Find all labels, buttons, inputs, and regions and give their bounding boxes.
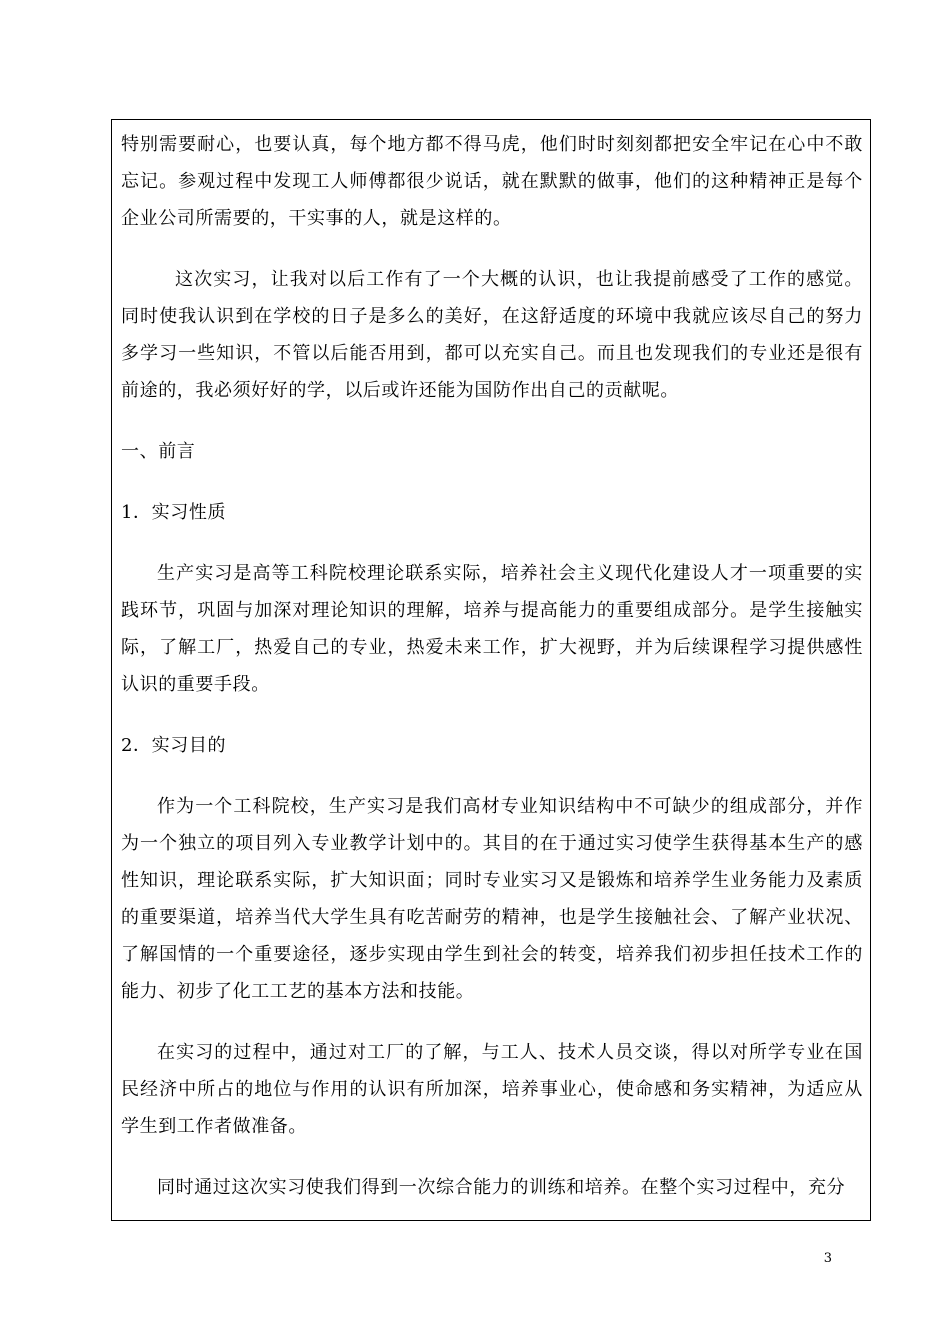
paragraph-internship-process: 在实习的过程中，通过对工厂的了解，与工人、技术人员交谈，得以对所学专业在国民经济中所占的地位与作用的认识有所加深，培养事业心，使命感和务实精神，为适应从学生到工作者做准备。 <box>121 1042 863 1137</box>
document-body <box>121 126 863 1206</box>
paragraph-internship-purpose: 作为一个工科院校，生产实习是我们高材专业知识结构中不可缺少的组成部分，并作为一个独立的项目列入专业教学计划中的。其目的在于通过实习使学生获得基本生产的感性知识，理论联系实际，扩大知识面；同时专业实习又是锻炼和培养学生业务能力及素质的重要渠道，培养当代大学生具有吃苦耐劳的精神，也是学生接触社会、了解产业状况、了解国情的一个重要途径，逐步实现由学生到社会的转变，培养我们初步担任技术工作的能力、初步了化工工艺的基本方法和技能。 <box>121 796 863 1002</box>
paragraph-comprehensive-training: 同时通过这次实习使我们得到一次综合能力的训练和培养。在整个实习过程中，充分 <box>157 1177 846 1198</box>
section-heading-preface: 一、前言 <box>121 441 196 462</box>
subsection-heading-purpose: 2．实习目的 <box>121 735 227 756</box>
paragraph-internship-reflection: 这次实习，让我对以后工作有了一个大概的认识，也让我提前感受了工作的感觉。同时使我认识到在学校的日子是多么的美好，在这舒适度的环境中我就应该尽自己的努力多学习一些知识，不管以后能否用到，都可以充实自己。而且也发现我们的专业还是很有前途的，我必须好好的学，以后或许还能为国防作出自己的贡献呢。 <box>121 269 863 401</box>
content-frame <box>111 119 871 1221</box>
paragraph-continued: 特别需要耐心，也要认真，每个地方都不得马虎，他们时时刻刻都把安全牢记在心中不敢忘记。参观过程中发现工人师傅都很少说话，就在默默的做事，他们的这种精神正是每个企业公司所需要的，干实事的人，就是这样的。 <box>121 134 863 229</box>
subsection-heading-nature: 1．实习性质 <box>121 502 227 523</box>
page-number: 3 <box>823 1251 832 1266</box>
paragraph-internship-nature: 生产实习是高等工科院校理论联系实际，培养社会主义现代化建设人才一项重要的实践环节，巩固与加深对理论知识的理解，培养与提高能力的重要组成部分。是学生接触实际，了解工厂，热爱自己的专业，热爱未来工作，扩大视野，并为后续课程学习提供感性认识的重要手段。 <box>121 563 863 695</box>
